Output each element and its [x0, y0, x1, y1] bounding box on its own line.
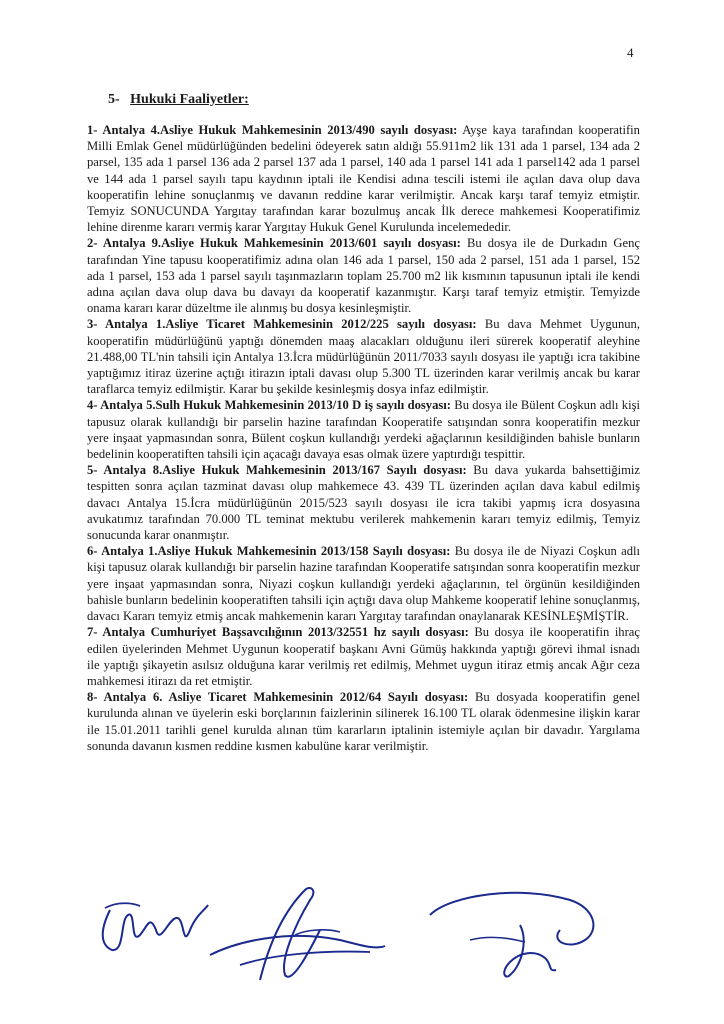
list-item — [87, 397, 640, 462]
item-heading: 8- Antalya 6. Asliye Ticaret Mahkemesinin 2012/64 Sayılı dosyası: — [87, 690, 469, 705]
list-item — [87, 689, 640, 754]
item-body: Bu dosya ile de Durkadın Genç tarafından Yine tapusu kooperatifimiz adına olan 146 ada 1 parsel, 150 ada 2 parsel, 151 ada 1 parsel, 152 ada 1 parsel, 153 ada 1 parsel sayılı taşınmazların toplam 25.700 m2 lik kısmının tapusunun iptali ile kendi adına açılan dava olup dava bu davayı da kooperatif kazanmıştır. Karşı taraf temyiz etmiştir. Temyizde onama kararı karar düzeltme ile alınmış bu dosya kesinleşmiştir. — [87, 236, 640, 316]
signature-2 — [200, 880, 390, 990]
item-heading: 3- Antalya 1.Asliye Ticaret Mahkemesinin 2012/225 sayılı dosyası: — [87, 317, 477, 332]
section-title-text: Hukuki Faaliyetler: — [130, 92, 249, 107]
list-item — [87, 235, 640, 316]
list-item — [87, 316, 640, 397]
item-heading: 7- Antalya Cumhuriyet Başsavcılığının 2013/32551 hz sayılı dosyası: — [87, 625, 469, 640]
list-item — [87, 462, 640, 543]
item-heading: 4- Antalya 5.Sulh Hukuk Mahkemesinin 2013/10 D iş sayılı dosyası: — [87, 398, 451, 413]
item-heading: 6- Antalya 1.Asliye Hukuk Mahkemesinin 2013/158 Sayılı dosyası: — [87, 544, 451, 559]
item-body: Bu dava Mehmet Uygunun, kooperatifin müdürlüğünü yaptığı dönemden maaş alacakları olduğunu ileri sürerek kooperatif aleyhine 21.488,00 TL'nin tahsili için Antalya 13.İcra müdürlüğünün 2011/7033 sayılı dosyası ile yaptığı icra takibine yaptığımız itiraz üzerine açtığı itirazın iptali davası olup 5.300 TL üzerinden karar verilmiş ancak bu karar taraflarca temyiz edilmiştir. Karar bu şekilde kesinleşmiş dosya infaz edilmiştir. — [87, 317, 640, 397]
list-item — [87, 624, 640, 689]
item-body: Bu dosya ile de Niyazi Coşkun adlı kişi tapusuz olarak kullandığı bir parselin hazine tarafından Kooperatife satışından sonra kooperatifin mezkur yere inşaat yapmasından sonra, Niyazi coşkun kullandığı yerdeki ağaçlarının, tel örgünün kesildiğinden bahisle bunların bedelinin kooperatiften tahsili için açtığı dava olup Mahkeme kooperatif lehine sonuçlanmış, davacı Kararı temyiz etmiş ancak mahkemenin kararı Yargıtay tarafından onaylanarak KESİNLEŞMİŞTİR. — [87, 544, 640, 624]
document-body — [87, 122, 640, 754]
section-title — [108, 92, 249, 108]
item-body: Ayşe kaya tarafından kooperatifin Milli Emlak Genel müdürlüğünden bedelini ödeyerek satın aldığı 55.911m2 lik 131 ada 1 parsel, 134 ada 2 parsel, 135 ada 1 parsel 136 ada 2 parsel 137 ada 1 parsel, 140 ada 1 parsel 141 ada 1 parsel142 ada 1 parsel ve 144 ada 1 parsel sayılı tapu kaydının iptali ile Kendisi adına tescili istemi ile açılan dava olup dava kooperatifin lehine sonuçlanmış ve davanın reddine karar verilmiştir. Ancak karşı taraf temyiz etmiştir. Temyiz SONUCUNDA Yargıtay tarafından karar bozulmuş ancak İlk derece mahkemesi Kooperatifimiz lehine direnme kararı vermiş karar Yargıtay Hukuk Genel Kurulunda incelemededir. — [87, 123, 640, 235]
item-body: Bu dosyada kooperatifin genel kurulunda alınan ve üyelerin eski borçlarının faizlerinin silinerek 16.100 TL olarak ödenmesine ilişkin karar ile 15.01.2011 tarihli genel kurulda alınan tüm kararların iptalinin istemiyle açılan bir davadır. Yargılama sonunda davanın kısmen reddine kısmen kabulüne karar verilmiştir. — [87, 690, 640, 753]
list-item — [87, 543, 640, 624]
item-heading: 1- Antalya 4.Asliye Hukuk Mahkemesinin 2013/490 sayılı dosyası: — [87, 123, 458, 137]
item-heading: 2- Antalya 9.Asliye Hukuk Mahkemesinin 2013/601 sayılı dosyası: — [87, 236, 461, 251]
signature-3 — [410, 880, 620, 990]
item-body: Bu dosya ile Bülent Coşkun adlı kişi tapusuz olarak kullandığı bir parselin hazine tarafından Kooperatife satışından sonra kooperatifin mezkur yere inşaat yapmasından sonra, Bülent coşkun kullandığı yerdeki ağaçlarının kesildiğinden bahisle bunların bedelinin kooperatiften tahsili için açacağı davaya esas olmak üzere yaptırdığı tespittir. — [87, 398, 640, 462]
item-body: Bu dosya ile kooperatifin ihraç edilen üyelerinden Mehmet Uygunun kooperatif başkanı Avni Gümüş hakkında yaptığı görevi ihmal isnadı ile yaptığı şikayetin asılsız olduğuna karar verilmiş ret edilmiş, Mehmet uygun itiraz etmiş ancak Ağır ceza mahkemesi itirazı da ret etmiştir. — [87, 625, 640, 688]
item-heading: 5- Antalya 8.Asliye Hukuk Mahkemesinin 2013/167 Sayılı dosyası: — [87, 463, 467, 478]
signatures — [80, 880, 640, 990]
page-number: 4 — [627, 45, 634, 60]
item-body: Bu dava yukarda bahsettiğimiz tespitten sonra açılan tazminat davası olup mahkemece 43. 439 TL üzerinden açılan dava kabul edilmiş davacı Antalya 15.İcra müdürlüğünün 2015/523 sayılı dosyası ile icra takibi yapmış icra dosyasına avukatımız tarafından 70.000 TL teminat mektubu verilerek mahkemenin kararı temyiz edilmiş, Temyiz sonucunda karar onanmıştır. — [87, 463, 640, 543]
list-item — [87, 122, 640, 235]
section-number: 5- — [108, 92, 120, 107]
